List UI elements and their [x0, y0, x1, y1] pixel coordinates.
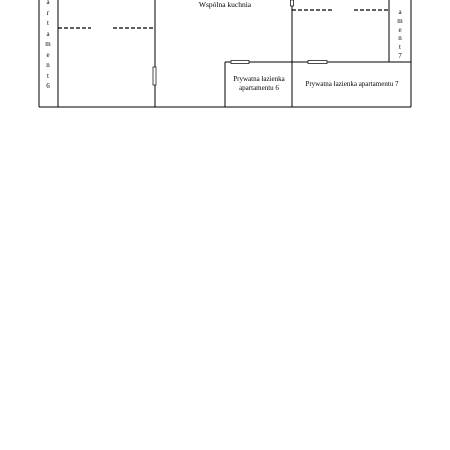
apartment-7-label: [396, 8, 404, 60]
door-bathroom-7: [308, 61, 327, 64]
door-kitchen-right: [291, 0, 294, 6]
bathroom-7-label: Prywatna łazienka apartamentu 7: [305, 80, 399, 88]
apartment-6-letter: t: [47, 19, 49, 27]
door-bathroom-6: [231, 61, 249, 64]
kitchen-label: Wspólna kuchnia: [198, 0, 252, 9]
apartment-7-letter: m: [397, 16, 403, 25]
apartment-6-letter: e: [46, 50, 50, 59]
apartment-7-letter: n: [398, 34, 402, 43]
apartment-6-letter: m: [45, 40, 51, 48]
apartment-7-letter: 7: [398, 51, 402, 60]
door-kitchen-left: [153, 67, 156, 85]
bathroom-6-label: [226, 75, 292, 93]
apartment-6-letter: r: [46, 8, 50, 17]
apartment-6-label: [44, 0, 52, 90]
apartment-6-letter: n: [46, 61, 50, 69]
apartment-7-letter: e: [398, 25, 402, 34]
bathroom-6-label-line1: Prywatna łazienka: [233, 75, 285, 83]
apartment-6-letter: a: [46, 29, 50, 38]
apartment-6-letter: a: [46, 0, 50, 6]
apartment-6-letter: 6: [46, 82, 50, 90]
apartment-6-letter: t: [47, 71, 49, 80]
apartment-7-letter: t: [399, 43, 401, 52]
apartment-7-letter: a: [398, 8, 402, 16]
bathroom-6-label-line2: apartamentu 6: [239, 84, 279, 92]
